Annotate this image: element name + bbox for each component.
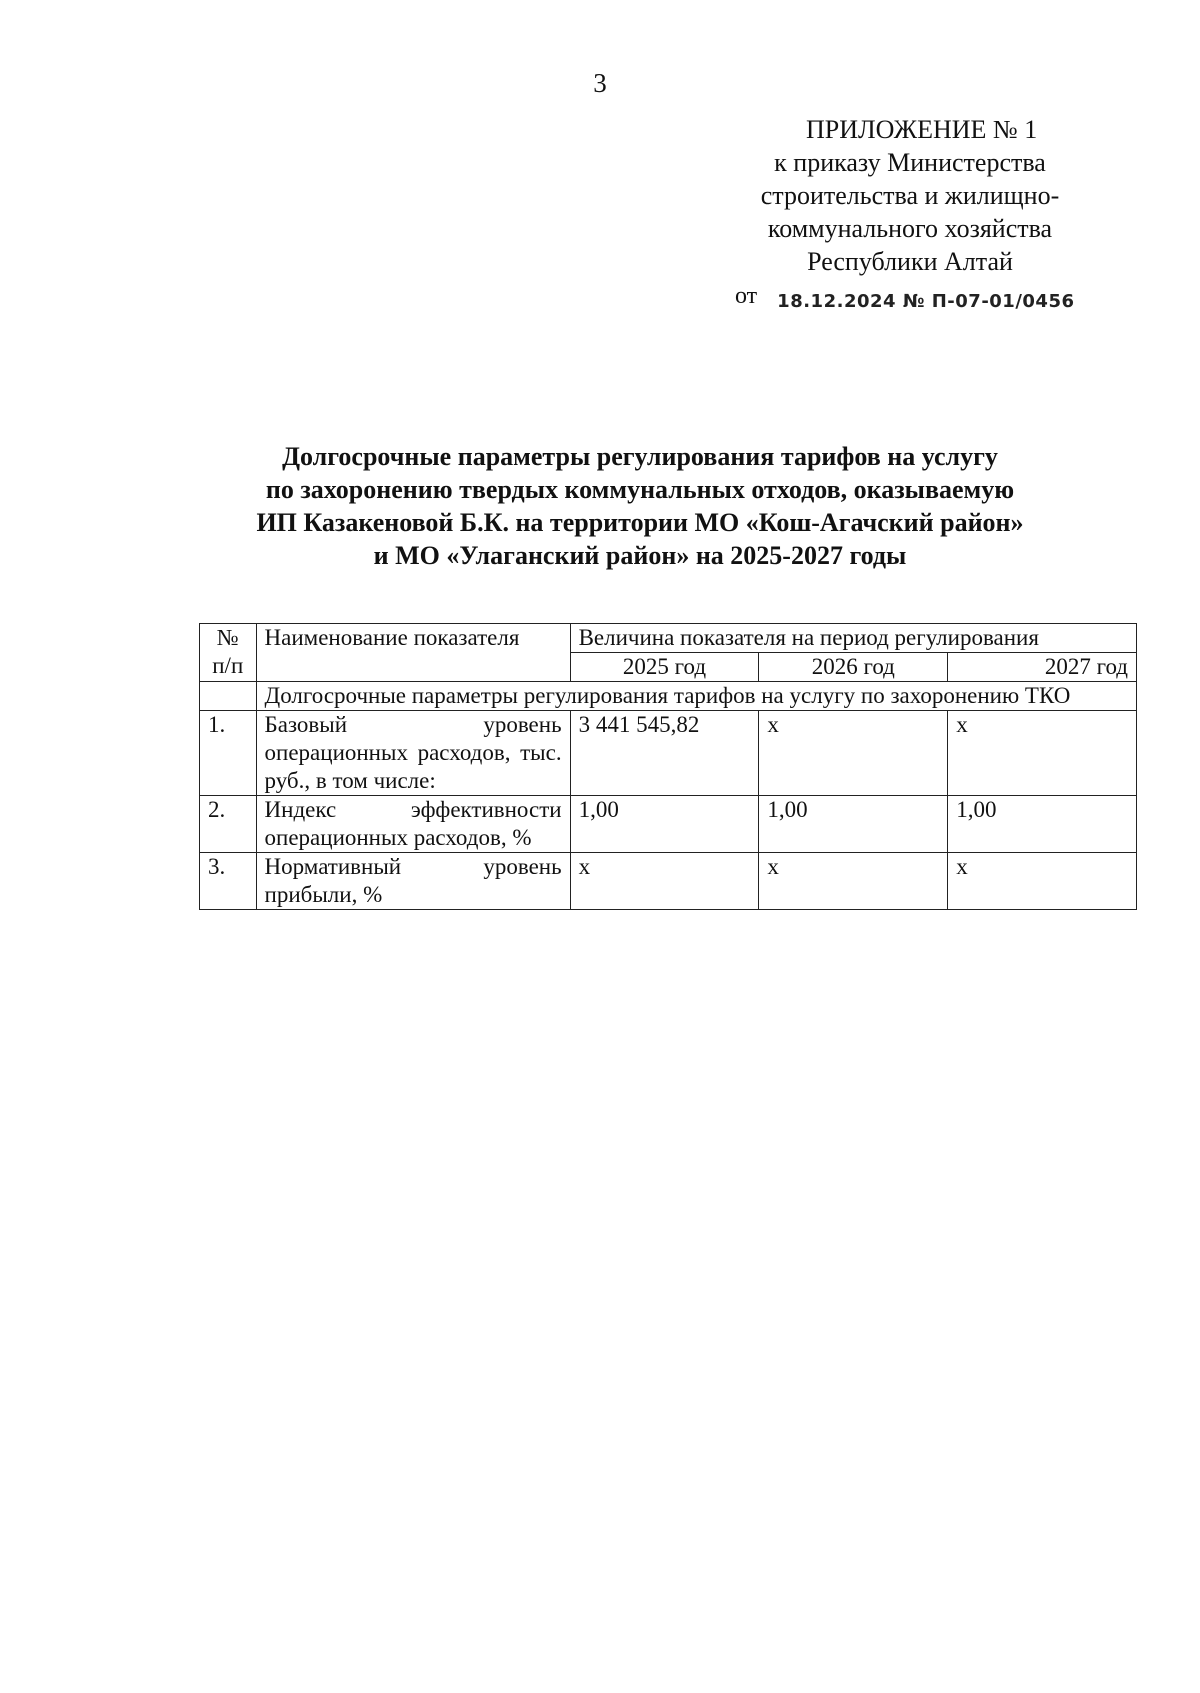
order-reference (735, 283, 1075, 310)
header-num-line1: № (216, 625, 239, 650)
row-name: Нормативный уровень прибыли, % (256, 853, 570, 910)
row-value-2026: x (759, 853, 948, 910)
header-num (200, 624, 257, 682)
appendix-line: строительства и жилищно- (760, 181, 1060, 210)
header-year-2027: 2027 год (948, 653, 1137, 682)
row-value-2026: x (759, 711, 948, 796)
header-num-line2: п/п (212, 653, 244, 678)
appendix-line: Республики Алтай (807, 247, 1013, 276)
section-num-cell (200, 682, 257, 711)
section-title: Долгосрочные параметры регулирования тарифов на услугу по захоронению ТКО (256, 682, 1136, 711)
from-label: от (735, 283, 758, 309)
row-num: 3. (200, 853, 257, 910)
row-value-2025: 1,00 (570, 796, 759, 853)
row-value-2027: x (948, 711, 1137, 796)
header-year-2026: 2026 год (759, 653, 948, 682)
row-value-2025: 3 441 545,82 (570, 711, 759, 796)
title-line: Долгосрочные параметры регулирования тарифов на услугу (282, 442, 998, 471)
row-name: Индекс эффективности операционных расходов, % (256, 796, 570, 853)
order-number-stamp: 18.12.2024 № П-07-01/0456 (777, 291, 1075, 312)
row-num: 2. (200, 796, 257, 853)
page-number: 3 (593, 68, 607, 98)
title-line: по захоронению твердых коммунальных отходов, оказываемую (265, 475, 1015, 504)
title-line: ИП Казакеновой Б.К. на территории МО «Кош-Агачский район» (256, 508, 1024, 537)
row-num: 1. (200, 711, 257, 796)
appendix-header (740, 113, 1080, 278)
parameters-table (199, 623, 1137, 910)
header-value-group: Величина показателя на период регулирования (570, 624, 1136, 653)
header-year-2025: 2025 год (570, 653, 759, 682)
appendix-line: коммунального хозяйства (767, 214, 1053, 243)
row-value-2027: x (948, 853, 1137, 910)
header-name: Наименование показателя (256, 624, 570, 682)
table-row (200, 853, 1137, 910)
document-title (150, 440, 1130, 572)
row-value-2027: 1,00 (948, 796, 1137, 853)
row-name: Базовый уровень операционных расходов, тыс. руб., в том числе: (256, 711, 570, 796)
appendix-title: ПРИЛОЖЕНИЕ № 1 (806, 115, 1038, 144)
table-row (200, 796, 1137, 853)
title-line: и МО «Улаганский район» на 2025-2027 годы (373, 541, 907, 570)
appendix-line: к приказу Министерства (774, 148, 1046, 177)
row-value-2025: x (570, 853, 759, 910)
row-value-2026: 1,00 (759, 796, 948, 853)
table-row (200, 711, 1137, 796)
header-row (200, 624, 1137, 653)
section-row (200, 682, 1137, 711)
